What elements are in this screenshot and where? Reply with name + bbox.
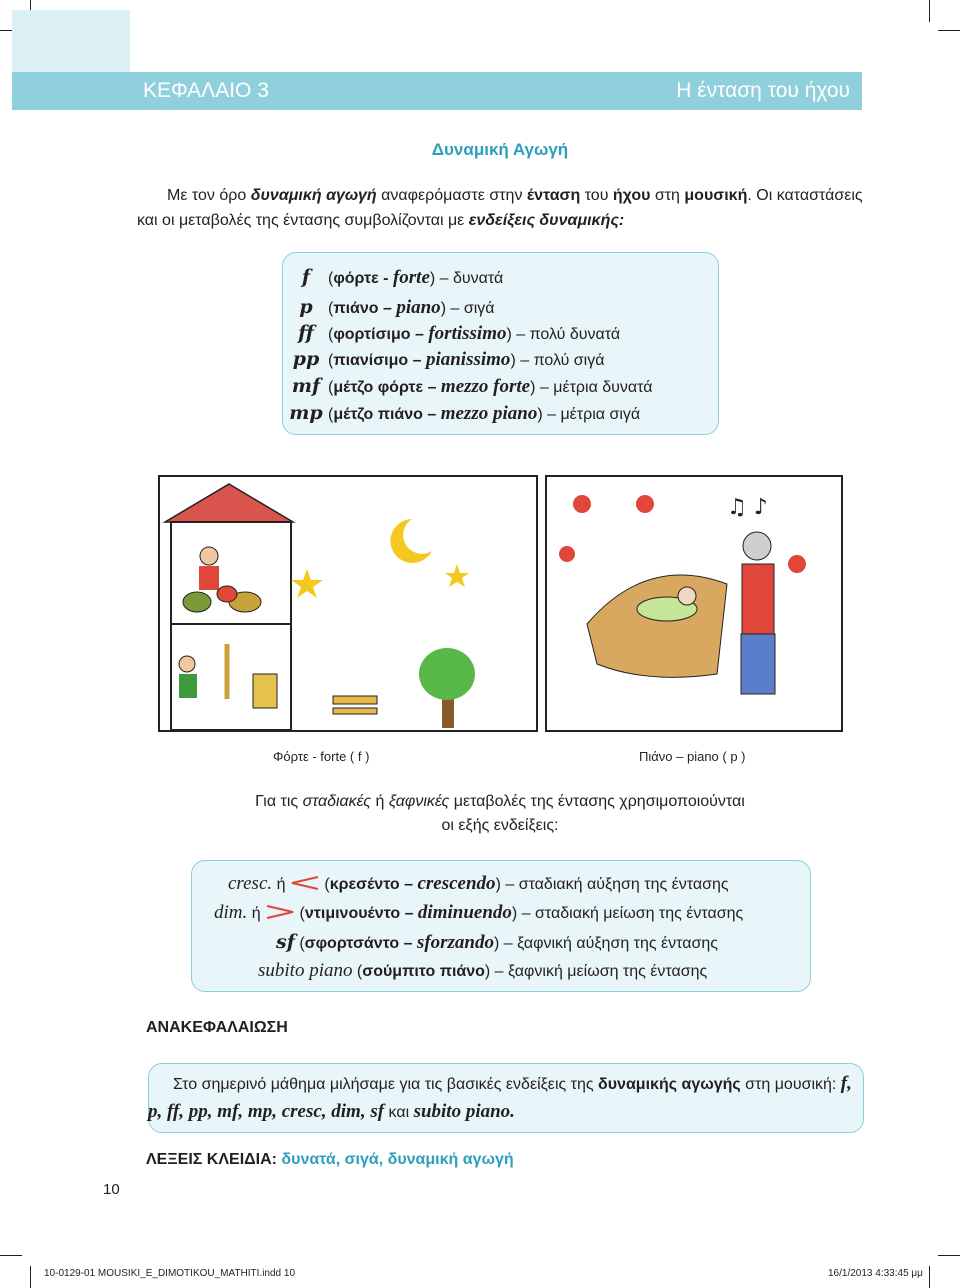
change-subito: subito piano (σούμπιτο πιάνο) – ξαφνική μείωση της έντασης — [258, 960, 708, 981]
change-sf: sf (σφορτσάντο – sforzando) – ξαφνική αύξηση της έντασης — [276, 931, 718, 953]
section-title: Δυναμική Αγωγή — [431, 140, 569, 159]
dynamic-symbol: p — [299, 296, 313, 318]
page-number: 10 — [103, 1181, 120, 1198]
footer-file: 10-0129-01 MOUSIKI_E_DIMOTIKOU_MATHITI.indd 10 — [44, 1268, 296, 1279]
change-cresc: cresc. ή (κρεσέντο – crescendo) – σταδιακή αύξηση της έντασης — [228, 873, 729, 894]
changes-intro: Για τις σταδιακές ή ξαφνικές μεταβολές της έντασης χρησιμοποιούνται οι εξής ενδείξεις: — [255, 793, 745, 834]
dynamic-row: mf (μέτζο φόρτε – mezzo forte) – μέτρια δυνατά — [284, 375, 653, 398]
summary-text: Στο σημερινό μάθημα μιλήσαμε για τις βασικές ενδείξεις της δυναμικής αγωγής στη μουσική: f, p, ff, pp, mf, mp, cresc, dim, sf και subito piano. — [148, 1073, 852, 1122]
keywords-line: ΛΕΞΕΙΣ ΚΛΕΙΔΙΑ: δυνατά, σιγά, δυναμική αγωγή — [146, 1151, 514, 1168]
chapter-topic: Η ένταση του ήχου — [676, 79, 850, 102]
diminuendo-hairpin-icon — [265, 904, 295, 920]
crop-mark — [0, 1255, 22, 1256]
crop-mark — [929, 0, 930, 22]
dynamic-symbol: mp — [289, 402, 323, 424]
dynamic-row: f (φόρτε - forte) – δυνατά — [284, 266, 503, 289]
dynamic-row: p (πιάνο – piano) – σιγά — [284, 296, 495, 319]
dynamic-row: ff (φορτίσιμο – fortissimo) – πολύ δυνατά — [284, 322, 620, 345]
crop-mark — [938, 1255, 960, 1256]
forte-scene — [159, 476, 537, 731]
change-dim: dim. ή (ντιμινουέντο – diminuendo) – σταδιακή μείωση της έντασης — [214, 902, 744, 923]
dynamic-row: pp (πιανίσιμο – pianissimo) – πολύ σιγά — [284, 348, 604, 371]
summary-heading: ΑΝΑΚΕΦΑΛΑΙΩΣΗ — [146, 1019, 288, 1036]
illustration-forte-piano — [157, 474, 847, 736]
dynamic-symbol: mf — [291, 375, 321, 397]
crescendo-hairpin-icon — [290, 875, 320, 891]
piano-scene — [546, 476, 842, 731]
footer-date: 16/1/2013 4:33:45 μμ — [828, 1268, 923, 1279]
intro-paragraph: Με τον όρο δυναμική αγωγή αναφερόμαστε στην ένταση του ήχου στη μουσική. Οι καταστάσεις και οι μεταβολές της έντασης συμβολίζονται με ενδείξεις δυναμικής: — [137, 187, 863, 229]
crop-mark — [938, 30, 960, 31]
chapter-label: ΚΕΦΑΛΑΙΟ 3 — [143, 79, 269, 102]
dynamic-row: mp (μέτζο πιάνο – mezzo piano) – μέτρια σιγά — [284, 402, 640, 425]
svg-text:♫ ♪: ♫ ♪ — [727, 495, 768, 520]
dynamic-symbol: pp — [292, 348, 320, 370]
caption-piano: Πιάνο – piano ( p ) — [639, 749, 746, 764]
header-tab — [12, 10, 130, 72]
crop-mark — [30, 1266, 31, 1288]
crop-mark — [929, 1266, 930, 1288]
dynamic-symbol: ff — [298, 322, 314, 344]
dynamic-symbol: f — [301, 266, 311, 288]
caption-forte: Φόρτε - forte ( f ) — [273, 749, 370, 764]
chapter-header — [12, 72, 862, 110]
